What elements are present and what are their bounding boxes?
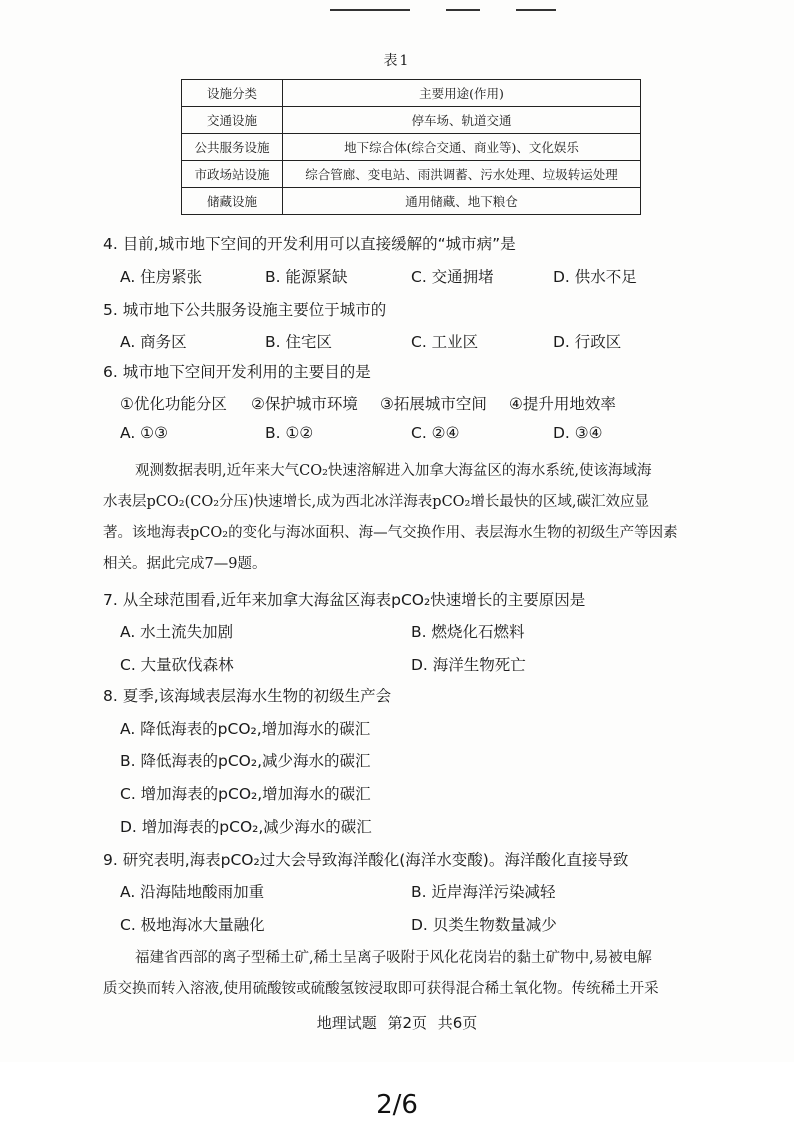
question-4-option-c: C. 交通拥堵 [411, 268, 494, 286]
question-4-option-b: B. 能源紧缺 [265, 268, 348, 286]
question-6-item: ②保护城市环境 [251, 395, 358, 413]
table-row [182, 161, 641, 188]
question-4-option-a: A. 住房紧张 [120, 268, 203, 286]
table-cell: 综合管廊、变电站、雨洪调蓄、污水处理、垃圾转运处理 [283, 161, 641, 188]
page-indicator: 2/6 [376, 1090, 418, 1120]
top-scan-mark [446, 9, 480, 11]
passage-line: 著。该地海表pCO₂的变化与海冰面积、海—气交换作用、表层海水生物的初级生产等因素 [103, 525, 678, 541]
passage-line: 质交换而转入溶液,使用硫酸铵或硫酸氢铵浸取即可获得混合稀土氧化物。传统稀土开采 [103, 981, 659, 997]
page-footer: 地理试题 第2页 共6页 [316, 1014, 478, 1032]
question-7-option-a: A. 水土流失加剧 [120, 623, 234, 641]
question-7-option-b: B. 燃烧化石燃料 [411, 623, 525, 641]
table-cell: 通用储藏、地下粮仓 [283, 188, 641, 215]
table-caption: 表1 [383, 53, 411, 69]
question-5-option-c: C. 工业区 [411, 333, 479, 351]
question-8-stem: 8. 夏季,该海域表层海水生物的初级生产会 [103, 687, 392, 705]
question-4-option-d: D. 供水不足 [553, 268, 637, 286]
table-cell: 市政场站设施 [182, 161, 283, 188]
question-8-option-c: C. 增加海表的pCO₂,增加海水的碳汇 [120, 785, 371, 803]
table-cell: 地下综合体(综合交通、商业等)、文化娱乐 [283, 134, 641, 161]
table-cell: 交通设施 [182, 107, 283, 134]
passage-line: 水表层pCO₂(CO₂分压)快速增长,成为西北冰洋海表pCO₂增长最快的区域,碳汇效应显 [103, 494, 649, 510]
question-5-option-a: A. 商务区 [120, 333, 187, 351]
question-9-option-a: A. 沿海陆地酸雨加重 [120, 883, 265, 901]
question-8-option-b: B. 降低海表的pCO₂,减少海水的碳汇 [120, 752, 371, 770]
question-6-item: ③拓展城市空间 [380, 395, 487, 413]
passage-line: 相关。据此完成7—9题。 [103, 556, 267, 572]
question-6-stem: 6. 城市地下空间开发利用的主要目的是 [103, 363, 371, 381]
passage-line: 观测数据表明,近年来大气CO₂快速溶解进入加拿大海盆区的海水系统,使该海域海 [135, 463, 652, 479]
facility-table [181, 79, 641, 215]
passage-line: 福建省西部的离子型稀土矿,稀土呈离子吸附于风化花岗岩的黏土矿物中,易被电解 [135, 950, 652, 966]
table-header-cell: 主要用途(作用) [283, 80, 641, 107]
table-cell: 停车场、轨道交通 [283, 107, 641, 134]
top-scan-mark [516, 9, 556, 11]
question-6-option-b: B. ①② [265, 424, 314, 442]
question-8-option-a: A. 降低海表的pCO₂,增加海水的碳汇 [120, 720, 371, 738]
table-row [182, 134, 641, 161]
table-header-cell: 设施分类 [182, 80, 283, 107]
top-scan-mark [330, 9, 410, 11]
table-header-row [182, 80, 641, 107]
question-5-option-b: B. 住宅区 [265, 333, 332, 351]
table-cell: 公共服务设施 [182, 134, 283, 161]
table-row [182, 107, 641, 134]
table-cell: 储藏设施 [182, 188, 283, 215]
question-6-item: ④提升用地效率 [509, 395, 616, 413]
question-5-stem: 5. 城市地下公共服务设施主要位于城市的 [103, 301, 387, 319]
question-7-stem: 7. 从全球范围看,近年来加拿大海盆区海表pCO₂快速增长的主要原因是 [103, 591, 586, 609]
question-9-option-c: C. 极地海冰大量融化 [120, 916, 265, 934]
question-6-option-a: A. ①③ [120, 424, 168, 442]
question-5-option-d: D. 行政区 [553, 333, 622, 351]
question-9-stem: 9. 研究表明,海表pCO₂过大会导致海洋酸化(海洋水变酸)。海洋酸化直接导致 [103, 851, 629, 869]
question-6-item: ①优化功能分区 [120, 395, 227, 413]
question-9-option-b: B. 近岸海洋污染减轻 [411, 883, 556, 901]
question-6-option-c: C. ②④ [411, 424, 460, 442]
table-row [182, 188, 641, 215]
question-4-stem: 4. 目前,城市地下空间的开发利用可以直接缓解的“城市病”是 [103, 235, 516, 253]
question-7-option-c: C. 大量砍伐森林 [120, 656, 234, 674]
question-7-option-d: D. 海洋生物死亡 [411, 656, 526, 674]
question-9-option-d: D. 贝类生物数量减少 [411, 916, 557, 934]
question-8-option-d: D. 增加海表的pCO₂,减少海水的碳汇 [120, 818, 372, 836]
question-6-option-d: D. ③④ [553, 424, 603, 442]
